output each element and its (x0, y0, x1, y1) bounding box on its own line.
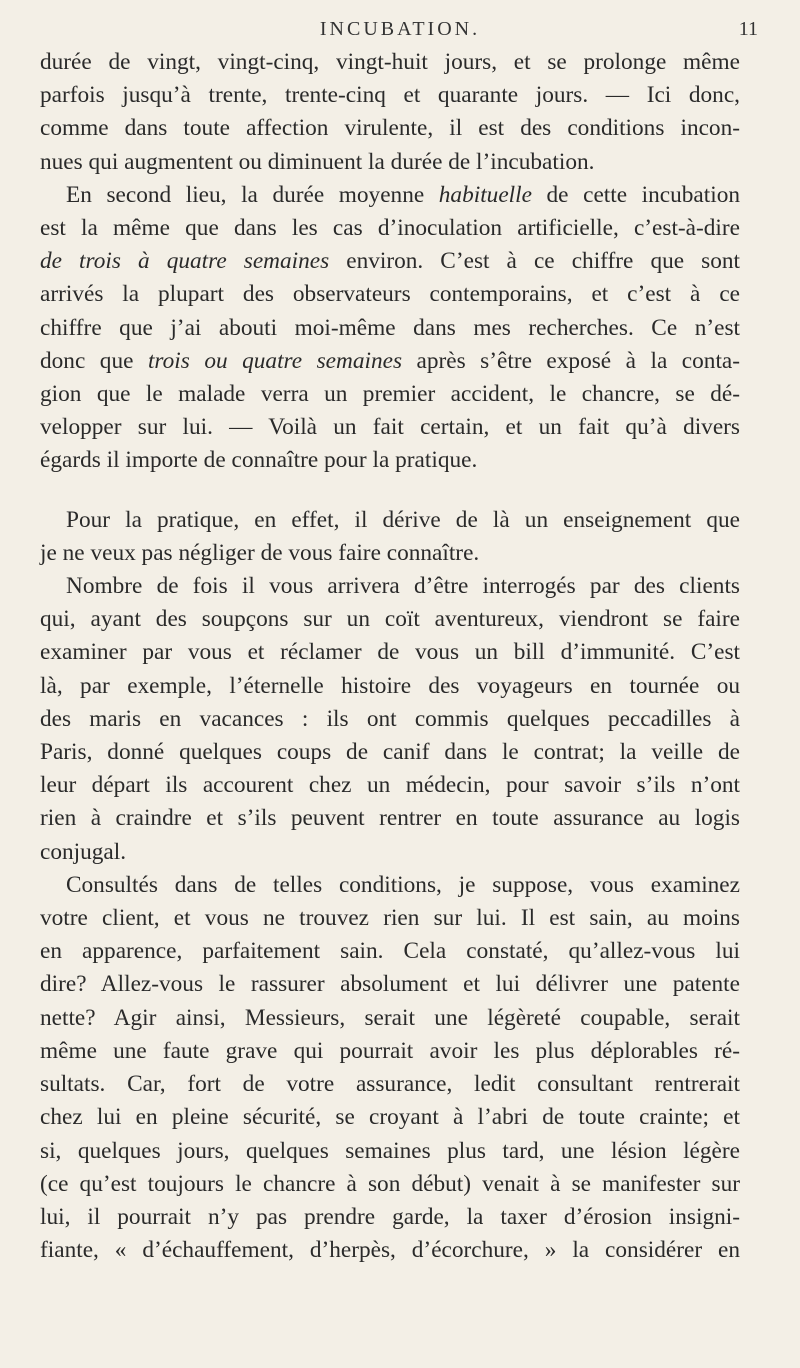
text-line: Nombre de fois il vous arrivera d’être interrogés par des clients (66, 573, 740, 600)
text-line: Paris, donné quelques coups de canif dans le contrat; la veille de (40, 739, 740, 766)
text-line: sultats. Car, fort de votre assurance, ledit consultant rentrerait (40, 1071, 740, 1098)
text-line (40, 179, 740, 212)
emphasis: de trois à quatre semaines (40, 248, 330, 275)
text-fragment: après s’être exposé à la conta- (402, 347, 741, 374)
text-line: qui, ayant des soupçons sur un coït aventureux, viendront se faire (40, 606, 740, 633)
text-line: même une faute grave qui pourrait avoir les plus déplorables ré- (40, 1037, 740, 1064)
text-line: rien à craindre et s’ils peuvent rentrer en toute assurance au logis (40, 805, 740, 832)
paragraph (40, 869, 740, 1267)
text-line (40, 245, 740, 278)
emphasis: habituelle (438, 181, 532, 208)
running-title: INCUBATION. (319, 18, 481, 40)
text-line: là, par exemple, l’éternelle histoire des voyageurs en tournée ou (40, 672, 740, 699)
text-fragment: En second lieu, la durée moyenne (66, 181, 439, 208)
text-line: chiffre que j’ai abouti moi-même dans mes recherches. Ce n’est (40, 314, 740, 341)
emphasis: trois ou quatre semaines (147, 347, 403, 374)
text-line: durée de vingt, vingt-cinq, vingt-huit jours, et se prolonge même (40, 49, 740, 75)
text-line: chez lui en pleine sécurité, se croyant à l’abri de toute crainte; et (40, 1104, 740, 1131)
page-header (40, 6, 760, 46)
text-line: si, quelques jours, quelques semaines plus tard, une lésion légère (40, 1137, 740, 1164)
paragraph (40, 179, 740, 478)
text-line: des maris en vacances : ils ont commis quelques peccadilles à (40, 705, 740, 732)
text-line: votre client, et vous ne trouvez rien sur lui. Il est sain, au moins (40, 905, 740, 932)
text-line: Pour la pratique, en effet, il dérive de là un enseignement que (66, 506, 740, 533)
text-fragment: environ. C’est à ce chiffre que sont (329, 248, 740, 275)
text-line (40, 345, 740, 378)
paragraph (40, 46, 740, 179)
body-text (40, 46, 740, 1267)
text-line: parfois jusqu’à trente, trente-cinq et quarante jours. — Ici donc, (40, 82, 740, 109)
text-line: dire? Allez-vous le rassurer absolument et lui délivrer une patente (40, 971, 740, 998)
paragraph (40, 570, 740, 869)
text-line: examiner par vous et réclamer de vous un bill d’immunité. C’est (40, 639, 740, 666)
text-fragment: de cette incubation (531, 181, 740, 208)
page-number: 11 (738, 18, 758, 40)
text-line: est la même que dans les cas d’inoculation artificielle, c’est-à-dire (40, 215, 740, 242)
text-line: velopper sur lui. — Voilà un fait certain, et un fait qu’à divers (40, 414, 740, 441)
text-line: conjugal. (40, 838, 127, 865)
text-line: arrivés la plupart des observateurs contemporains, et c’est à ce (40, 281, 740, 308)
text-line: (ce qu’est toujours le chancre à son début) venait à se manifester sur (40, 1170, 740, 1197)
text-line: égards il importe de connaître pour la pratique. (40, 447, 478, 474)
text-line: comme dans toute affection virulente, il est des conditions incon- (40, 115, 740, 142)
text-line: lui, il pourrait n’y pas prendre garde, la taxer d’érosion insigni- (40, 1203, 740, 1230)
text-line: nette? Agir ainsi, Messieurs, serait une légèreté coupable, serait (40, 1004, 740, 1031)
text-line: Consultés dans de telles conditions, je suppose, vous examinez (66, 871, 740, 898)
text-line: je ne veux pas négliger de vous faire connaître. (40, 539, 480, 566)
text-line: gion que le malade verra un premier accident, le chancre, se dé- (40, 381, 740, 408)
text-line: en apparence, parfaitement sain. Cela constaté, qu’allez-vous lui (40, 938, 740, 965)
text-line: fiante, « d’échauffement, d’herpès, d’écorchure, » la considérer en (40, 1237, 740, 1264)
text-fragment: donc que (40, 347, 148, 374)
paragraph (40, 504, 740, 570)
text-line: leur départ ils accourent chez un médecin, pour savoir s’ils n’ont (40, 772, 740, 799)
text-line: nues qui augmentent ou diminuent la durée de l’incubation. (40, 148, 595, 175)
